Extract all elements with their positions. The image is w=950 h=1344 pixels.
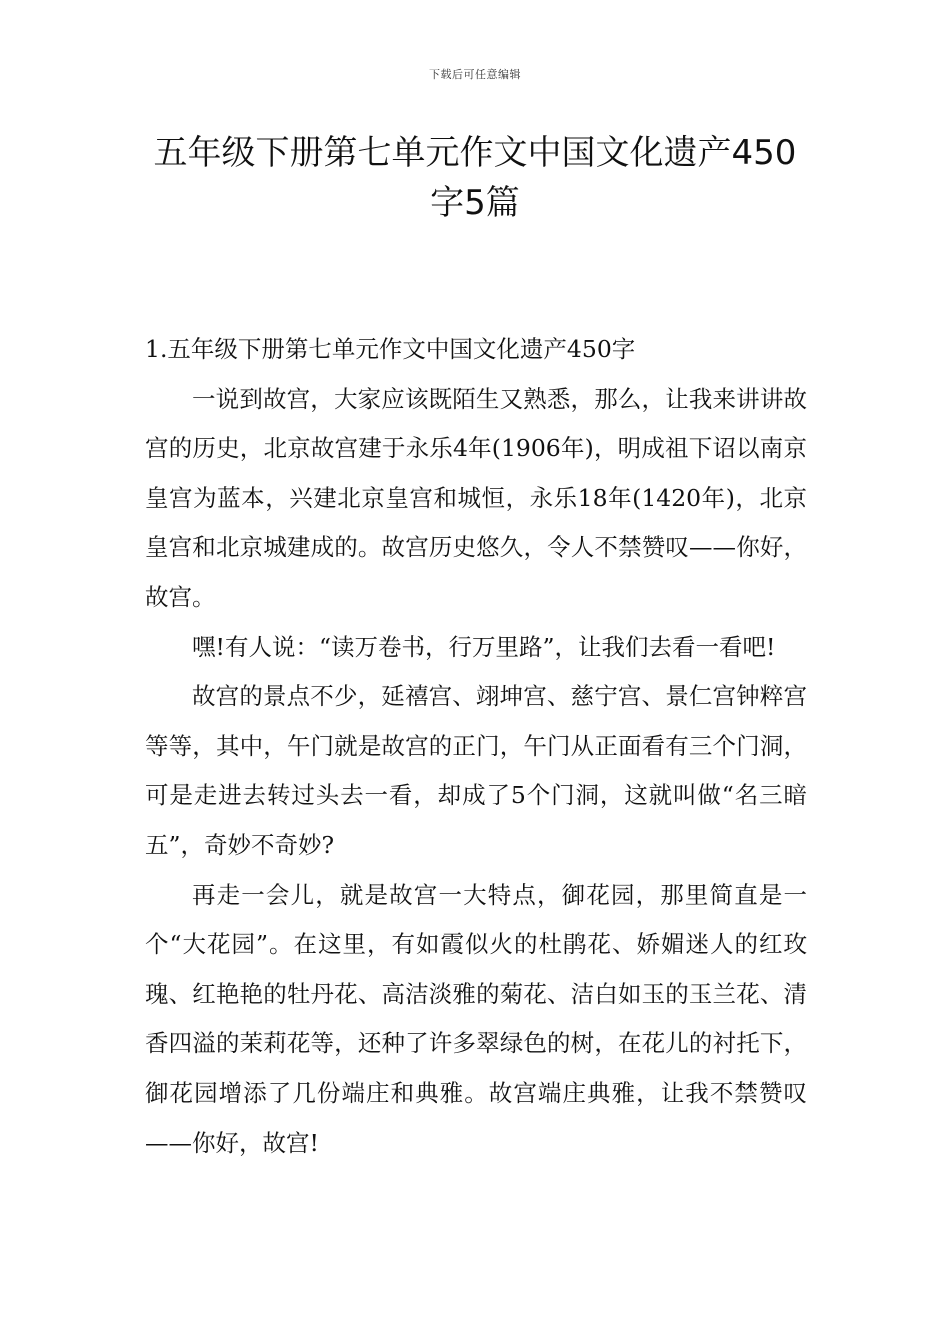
paragraph: 再走一会儿，就是故宫一大特点，御花园，那里简直是一个“大花园”。在这里，有如霞似火的杜鹃花、娇媚迷人的红玫瑰、红艳艳的牡丹花、高洁淡雅的菊花、洁白如玉的玉兰花、清香四溢的茉莉花等，还种了许多翠绿色的树，在花儿的衬托下，御花园增添了几份端庄和典雅。故宫端庄典雅，让我不禁赞叹——你好，故宫! — [145, 880, 807, 1157]
document-title: 五年级下册第七单元作文中国文化遗产450字5篇 — [153, 133, 797, 223]
section-heading: 1.五年级下册第七单元作文中国文化遗产450字 — [145, 335, 636, 363]
paragraph: 故宫的景点不少，延禧宫、翊坤宫、慈宁宫、景仁宫钟粹宫等等，其中，午门就是故宫的正门，午门从正面看有三个门洞，可是走进去转过头去一看，却成了5个门洞，这就叫做“名三暗五”，奇妙不奇妙? — [145, 682, 807, 859]
document-body — [145, 325, 807, 1168]
paragraph: 嘿!有人说：“读万卷书，行万里路”，让我们去看一看吧! — [192, 632, 776, 661]
header-note: 下载后可任意编辑 — [429, 68, 521, 81]
paragraph: 一说到故宫，大家应该既陌生又熟悉，那么，让我来讲讲故宫的历史，北京故宫建于永乐4年(1906年)，明成祖下诏以南京皇宫为蓝本，兴建北京皇宫和城恒，永乐18年(1420年)，北京皇宫和北京城建成的。故宫历史悠久，令人不禁赞叹——你好，故宫。 — [145, 384, 807, 611]
